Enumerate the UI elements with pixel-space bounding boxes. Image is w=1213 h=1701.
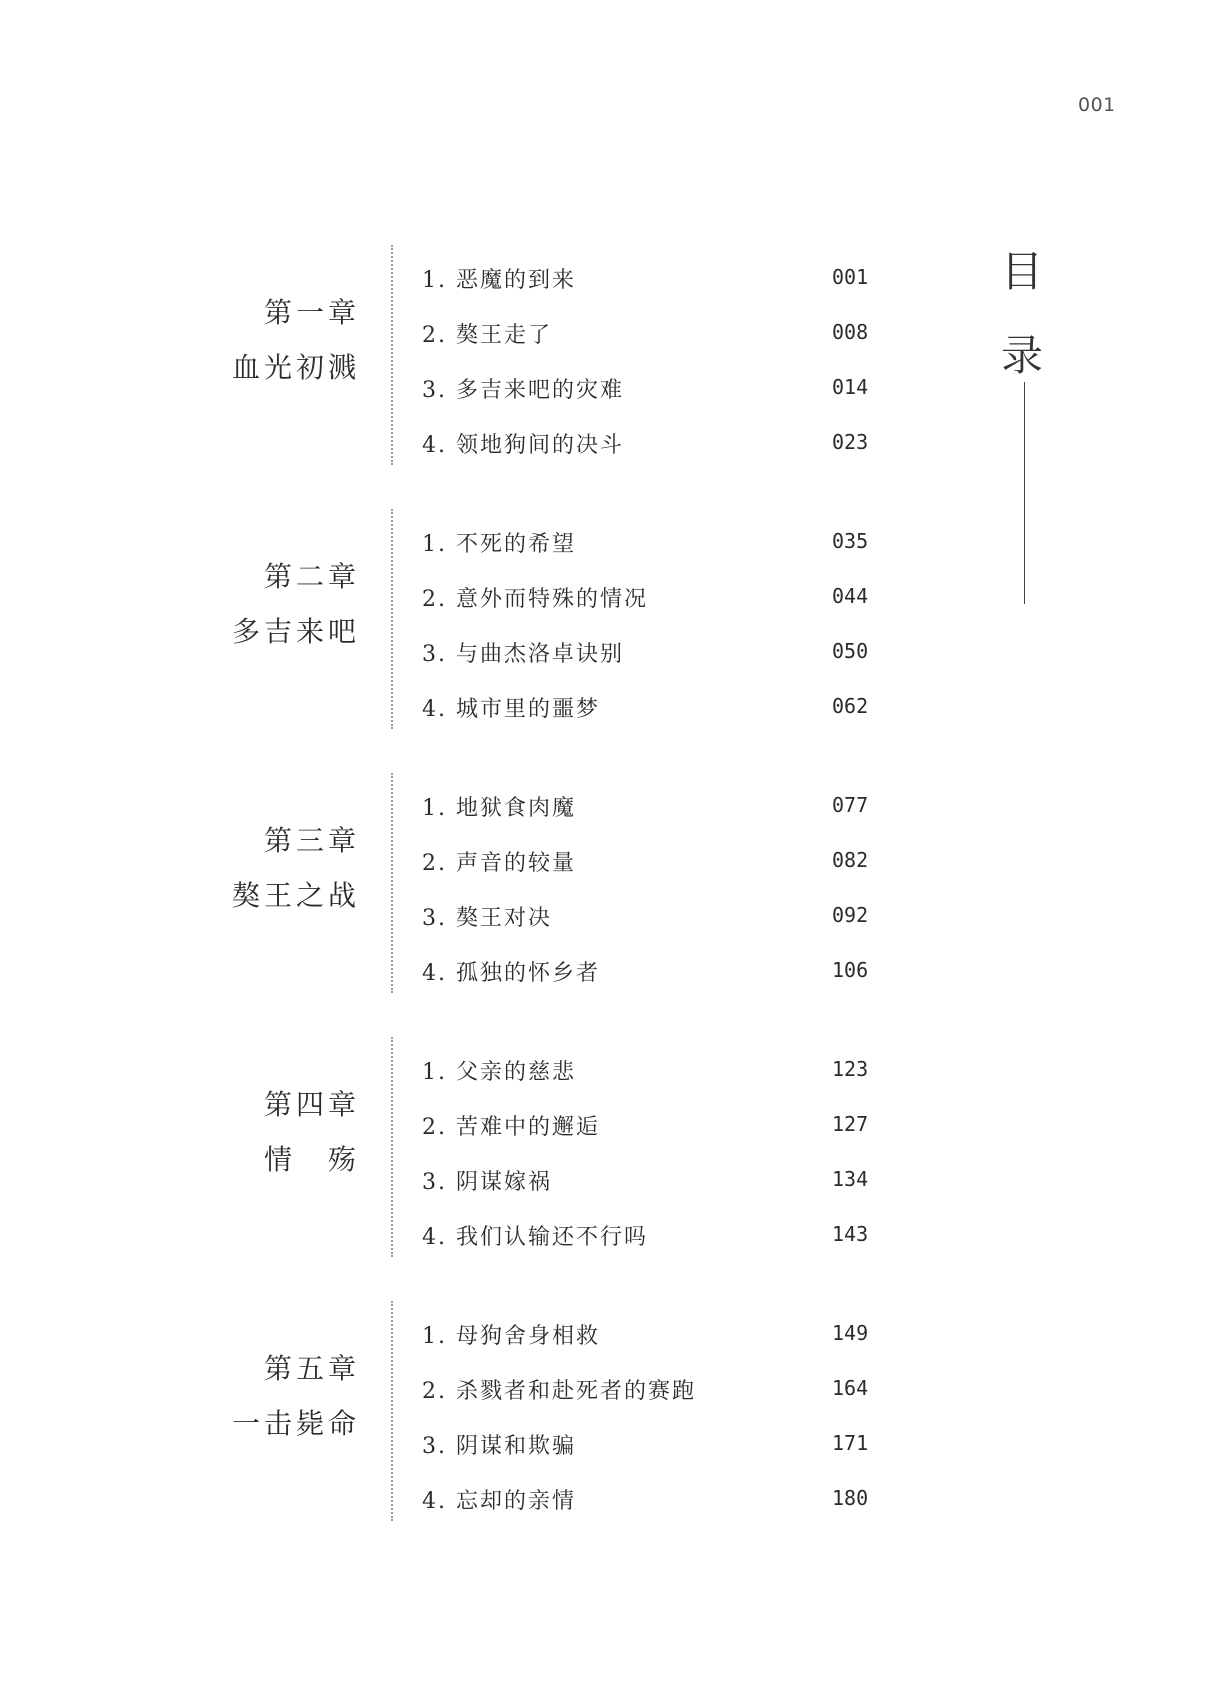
toc-entry[interactable] bbox=[422, 312, 882, 352]
entry-title: 3. 与曲杰洛卓诀别 bbox=[422, 642, 624, 667]
entry-page: 082 bbox=[832, 848, 869, 872]
entry-page: 001 bbox=[832, 265, 869, 289]
entry-page: 123 bbox=[832, 1057, 869, 1081]
entry-title: 4. 领地狗间的决斗 bbox=[422, 433, 624, 458]
chapter-title: 血光初溅 bbox=[231, 351, 360, 384]
toc-entry[interactable] bbox=[422, 1104, 882, 1144]
chapter-number: 第五章 bbox=[263, 1352, 360, 1385]
toc-entry[interactable] bbox=[422, 367, 882, 407]
toc-heading-char-1: 目 bbox=[1000, 247, 1043, 296]
entry-page: 164 bbox=[832, 1376, 869, 1400]
toc-entry[interactable] bbox=[422, 1214, 882, 1254]
toc-entry[interactable] bbox=[422, 631, 882, 671]
entry-page: 106 bbox=[832, 958, 869, 982]
entry-title: 1. 恶魔的到来 bbox=[422, 268, 576, 293]
entry-title: 3. 獒王对决 bbox=[422, 906, 552, 931]
toc-entry[interactable] bbox=[422, 257, 882, 297]
entry-title: 1. 地狱食肉魔 bbox=[422, 796, 576, 821]
chapter-number: 第二章 bbox=[263, 560, 360, 593]
dotted-divider bbox=[391, 1301, 393, 1521]
entry-title: 2. 苦难中的邂逅 bbox=[422, 1115, 600, 1140]
chapter-number: 第四章 bbox=[263, 1088, 360, 1121]
entry-page: 035 bbox=[832, 529, 869, 553]
entry-title: 2. 獒王走了 bbox=[422, 323, 552, 348]
entry-title: 2. 声音的较量 bbox=[422, 851, 576, 876]
entry-page: 050 bbox=[832, 639, 869, 663]
chapter-2 bbox=[0, 509, 1213, 729]
toc-entry[interactable] bbox=[422, 686, 882, 726]
toc-entry[interactable] bbox=[422, 576, 882, 616]
toc-entry[interactable] bbox=[422, 1368, 882, 1408]
toc-entry[interactable] bbox=[422, 1478, 882, 1518]
chapter-title: 一击毙命 bbox=[231, 1407, 360, 1440]
entry-page: 062 bbox=[832, 694, 869, 718]
toc-entry[interactable] bbox=[422, 840, 882, 880]
dotted-divider bbox=[391, 1037, 393, 1257]
entry-page: 180 bbox=[832, 1486, 869, 1510]
toc-entry[interactable] bbox=[422, 785, 882, 825]
chapter-title: 獒王之战 bbox=[231, 879, 360, 912]
chapter-title: 情 殇 bbox=[263, 1143, 360, 1176]
toc-entry[interactable] bbox=[422, 1423, 882, 1463]
entry-title: 4. 城市里的噩梦 bbox=[422, 697, 600, 722]
chapter-4 bbox=[0, 1037, 1213, 1257]
toc-heading-char-2: 录 bbox=[1000, 331, 1043, 380]
page-number: 001 bbox=[1078, 94, 1116, 116]
entry-title: 1. 父亲的慈悲 bbox=[422, 1060, 576, 1085]
dotted-divider bbox=[391, 245, 393, 465]
entry-title: 3. 阴谋嫁祸 bbox=[422, 1170, 552, 1195]
entry-title: 1. 不死的希望 bbox=[422, 532, 576, 557]
entry-page: 134 bbox=[832, 1167, 869, 1191]
entry-page: 077 bbox=[832, 793, 869, 817]
chapter-number: 第一章 bbox=[263, 296, 360, 329]
dotted-divider bbox=[391, 509, 393, 729]
entry-title: 4. 我们认输还不行吗 bbox=[422, 1225, 648, 1250]
entry-page: 008 bbox=[832, 320, 869, 344]
entry-title: 1. 母狗舍身相救 bbox=[422, 1324, 600, 1349]
entry-title: 2. 杀戮者和赴死者的赛跑 bbox=[422, 1379, 696, 1404]
entry-page: 127 bbox=[832, 1112, 869, 1136]
chapter-5 bbox=[0, 1301, 1213, 1521]
toc-entry[interactable] bbox=[422, 895, 882, 935]
toc-entry[interactable] bbox=[422, 950, 882, 990]
chapter-1 bbox=[0, 245, 1213, 465]
chapter-3 bbox=[0, 773, 1213, 993]
entry-title: 4. 忘却的亲情 bbox=[422, 1489, 576, 1514]
entry-page: 149 bbox=[832, 1321, 869, 1345]
toc-entry[interactable] bbox=[422, 1313, 882, 1353]
entry-page: 092 bbox=[832, 903, 869, 927]
chapter-number: 第三章 bbox=[263, 824, 360, 857]
entry-title: 4. 孤独的怀乡者 bbox=[422, 961, 600, 986]
toc-entry[interactable] bbox=[422, 422, 882, 462]
toc-entry[interactable] bbox=[422, 1159, 882, 1199]
entry-page: 023 bbox=[832, 430, 869, 454]
dotted-divider bbox=[391, 773, 393, 993]
entry-title: 2. 意外而特殊的情况 bbox=[422, 587, 648, 612]
entry-page: 044 bbox=[832, 584, 869, 608]
entry-title: 3. 多吉来吧的灾难 bbox=[422, 378, 624, 403]
toc-entry[interactable] bbox=[422, 1049, 882, 1089]
toc-entry[interactable] bbox=[422, 521, 882, 561]
chapter-title: 多吉来吧 bbox=[231, 615, 360, 648]
entry-page: 143 bbox=[832, 1222, 869, 1246]
entry-page: 171 bbox=[832, 1431, 869, 1455]
entry-page: 014 bbox=[832, 375, 869, 399]
entry-title: 3. 阴谋和欺骗 bbox=[422, 1434, 576, 1459]
